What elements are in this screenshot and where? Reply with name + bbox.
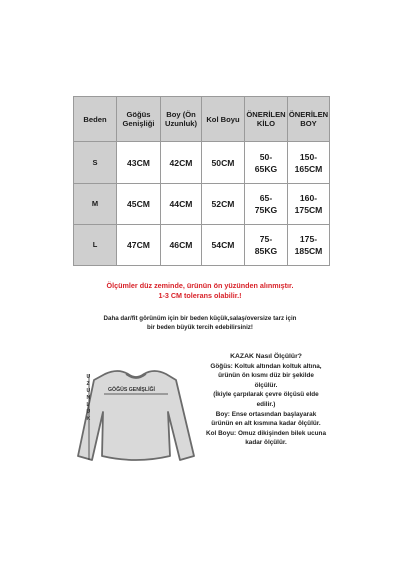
how-to-line: kadar ölçülür. (245, 439, 287, 447)
cell-size: M (74, 184, 117, 225)
cell-size: L (74, 225, 117, 266)
header-size: Beden (74, 97, 117, 142)
how-to-title: KAZAK Nasıl Ölçülür? (230, 353, 302, 360)
header-length: Boy (Ön Uzunluk) (161, 97, 202, 142)
cell-chest: 47CM (117, 225, 161, 266)
chest-measure-label: GÖĞÜS GENİŞLİĞİ (108, 387, 155, 393)
how-to-measure (206, 352, 326, 448)
how-to-line: ürünün ön kısmı düz bir şekilde ölçülür. (218, 372, 314, 389)
how-to-line: Kol Boyu: Omuz dikişinden bilek ucuna (206, 429, 327, 437)
cell-length: 42CM (161, 142, 202, 184)
how-to-line: Boy: Ense ortasından başlayarak (215, 410, 317, 418)
length-letter: N (86, 395, 91, 401)
cell-weight: 50- 65KG (245, 142, 288, 184)
cell-height: 160- 175CM (288, 184, 330, 225)
length-letter: U (86, 409, 91, 415)
header-sleeve: Kol Boyu (202, 97, 245, 142)
sweater-diagram (70, 360, 200, 470)
length-letter: Z (86, 381, 90, 387)
sweater-icon (78, 371, 194, 460)
length-letter: K (86, 416, 91, 422)
length-letter: L (86, 402, 90, 408)
how-to-line: Göğüs: Koltuk altından koltuk altına, (210, 362, 322, 370)
cell-height: 175- 185CM (288, 225, 330, 266)
cell-chest: 45CM (117, 184, 161, 225)
header-chest: Göğüs Genişliği (117, 97, 161, 142)
cell-sleeve: 50CM (202, 142, 245, 184)
cell-weight: 75- 85KG (245, 225, 288, 266)
length-letter: U (86, 374, 91, 380)
cell-chest: 43CM (117, 142, 161, 184)
fit-tip: Daha dar/fit görünüm için bir beden küçük,salaş/oversize tarz için bir beden büyük tercih edebilirsiniz! (103, 315, 297, 331)
header-weight: ÖNERİLEN KİLO (245, 97, 288, 142)
table-row (74, 142, 330, 184)
how-to-line: ürünün en alt kısmına kadar ölçülür. (211, 420, 321, 428)
cell-height: 150- 165CM (288, 142, 330, 184)
length-letter: U (86, 388, 91, 394)
how-to-line: edilir.) (256, 400, 276, 408)
table-row (74, 184, 330, 225)
cell-sleeve: 54CM (202, 225, 245, 266)
table-row (74, 225, 330, 266)
size-chart-table (73, 96, 330, 266)
cell-length: 44CM (161, 184, 202, 225)
table-header-row (74, 97, 330, 142)
measurement-note: Ölçümler düz zeminde, ürünün ön yüzünden alınmıştır. 1-3 CM tolerans olabilir.! (106, 281, 294, 300)
how-to-line: (İkiyle çarpılarak çevre ölçüsü elde (213, 391, 319, 399)
cell-length: 46CM (161, 225, 202, 266)
cell-size: S (74, 142, 117, 184)
cell-sleeve: 52CM (202, 184, 245, 225)
cell-weight: 65- 75KG (245, 184, 288, 225)
header-height: ÖNERİLEN BOY (288, 97, 330, 142)
